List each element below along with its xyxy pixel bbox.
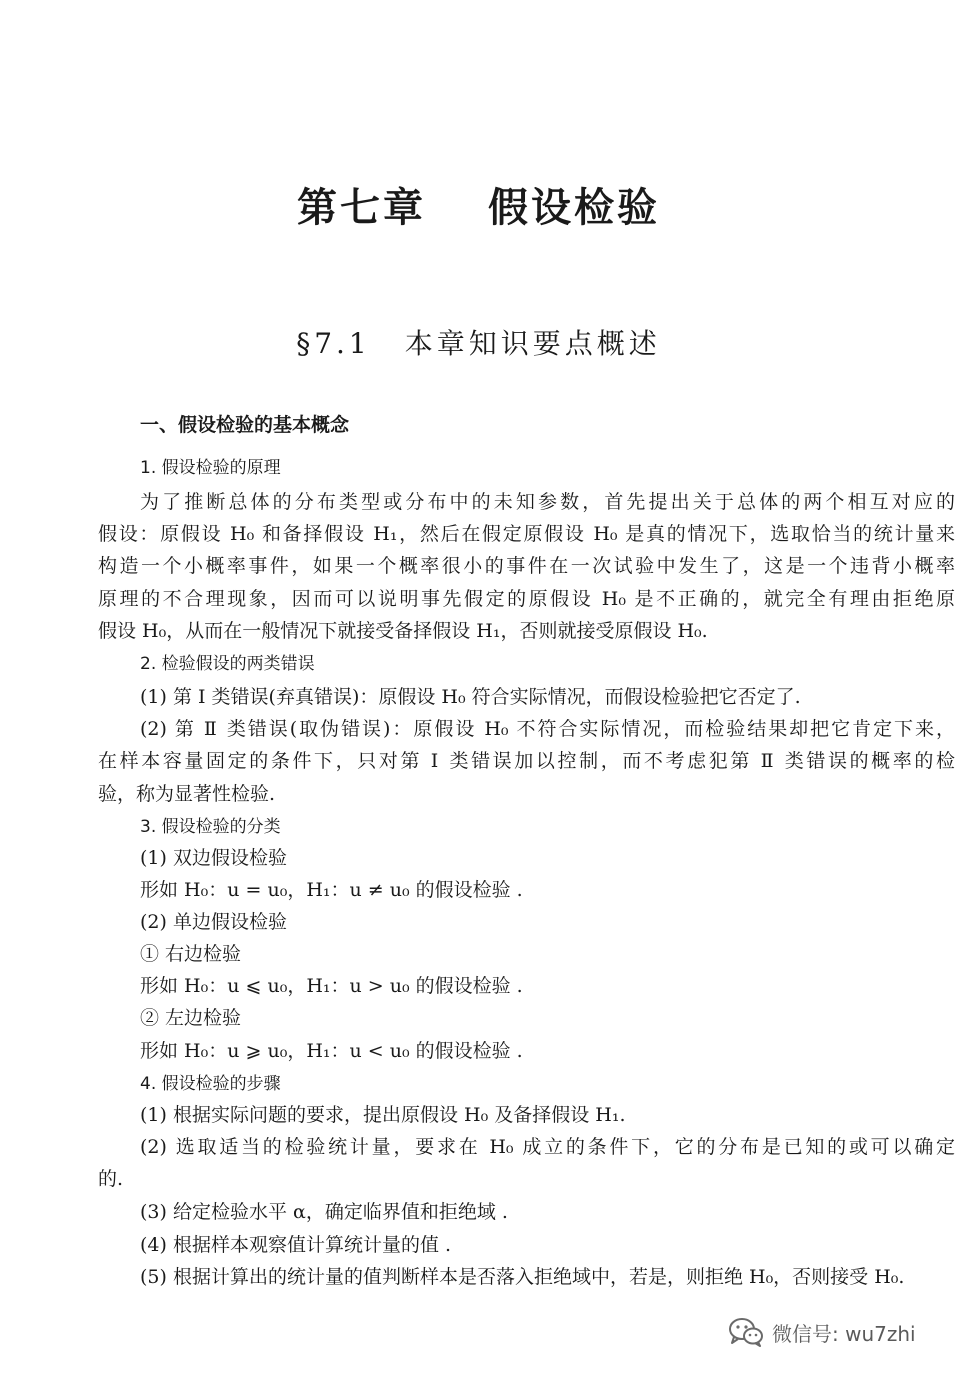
wechat-watermark (728, 1312, 948, 1352)
paragraph-line: 验，称为显著性检验. (98, 783, 276, 805)
list-item: (1) 根据实际问题的要求，提出原假设 H₀ 及备择假设 H₁. (140, 1104, 626, 1126)
formula-line: 形如 H₀：u ⩾ u₀，H₁：u < u₀ 的假设检验 . (140, 1040, 523, 1062)
subheading-steps: 4. 假设检验的步骤 (140, 1074, 281, 1094)
section-title (0, 322, 957, 362)
list-item: (5) 根据计算出的统计量的值判断样本是否落入拒绝域中，若是，则拒绝 H₀，否则接受 H₀. (140, 1266, 905, 1288)
list-item: ② 左边检验 (140, 1007, 242, 1029)
chapter-number: 第七章 (297, 185, 426, 231)
paragraph-line: 为了推断总体的分布类型或分布中的未知参数，首先提出关于总体的两个相互对应的 (140, 491, 955, 513)
list-item: (3) 给定检验水平 α，确定临界值和拒绝域 . (140, 1201, 508, 1223)
list-item: (1) 双边假设检验 (140, 847, 287, 869)
chapter-name: 假设检验 (488, 185, 660, 231)
list-item: (4) 根据样本观察值计算统计量的值 . (140, 1234, 452, 1256)
list-item: ① 右边检验 (140, 943, 242, 965)
paragraph-line: 假设：原假设 H₀ 和备择假设 H₁，然后在假定原假设 H₀ 是真的情况下，选取恰当的统计量来 (98, 523, 955, 545)
section-number: §7.1 (296, 327, 371, 360)
paragraph-line: (1) 第 Ⅰ 类错误(弃真错误)：原假设 H₀ 符合实际情况，而假设检验把它否定了. (140, 686, 801, 708)
list-item: (2) 选取适当的检验统计量，要求在 H₀ 成立的条件下，它的分布是已知的或可以确定 (140, 1136, 955, 1158)
section-name: 本章知识要点概述 (404, 327, 661, 360)
wechat-icon (728, 1317, 764, 1347)
formula-line: 形如 H₀：u = u₀，H₁：u ≠ u₀ 的假设检验 . (140, 879, 523, 901)
chapter-title (0, 176, 957, 233)
formula-line: 形如 H₀：u ⩽ u₀，H₁：u > u₀ 的假设检验 . (140, 975, 523, 997)
paragraph-line: 原理的不合理现象，因而可以说明事先假定的原假设 H₀ 是不正确的，就完全有理由拒绝原 (98, 588, 955, 610)
heading-basic-concepts: 一、假设检验的基本概念 (140, 414, 350, 436)
watermark-text: 微信号: wu7zhi (772, 1321, 916, 1346)
paragraph-line: (2) 第 Ⅱ 类错误(取伪错误)：原假设 H₀ 不符合实际情况，而检验结果却把它肯定下来， (140, 718, 955, 740)
subheading-two-errors: 2. 检验假设的两类错误 (140, 654, 315, 674)
paragraph-line: 构造一个小概率事件，如果一个概率很小的事件在一次试验中发生了，这是一个违背小概率 (98, 555, 955, 577)
paragraph-line: 在样本容量固定的条件下，只对第 Ⅰ 类错误加以控制，而不考虑犯第 Ⅱ 类错误的概率的检 (98, 750, 955, 772)
paragraph-line: 假设 H₀，从而在一般情况下就接受备择假设 H₁，否则就接受原假设 H₀. (98, 620, 708, 642)
subheading-classification: 3. 假设检验的分类 (140, 817, 281, 837)
subheading-principle: 1. 假设检验的原理 (140, 458, 281, 478)
list-item: 的. (98, 1168, 124, 1190)
list-item: (2) 单边假设检验 (140, 911, 287, 933)
